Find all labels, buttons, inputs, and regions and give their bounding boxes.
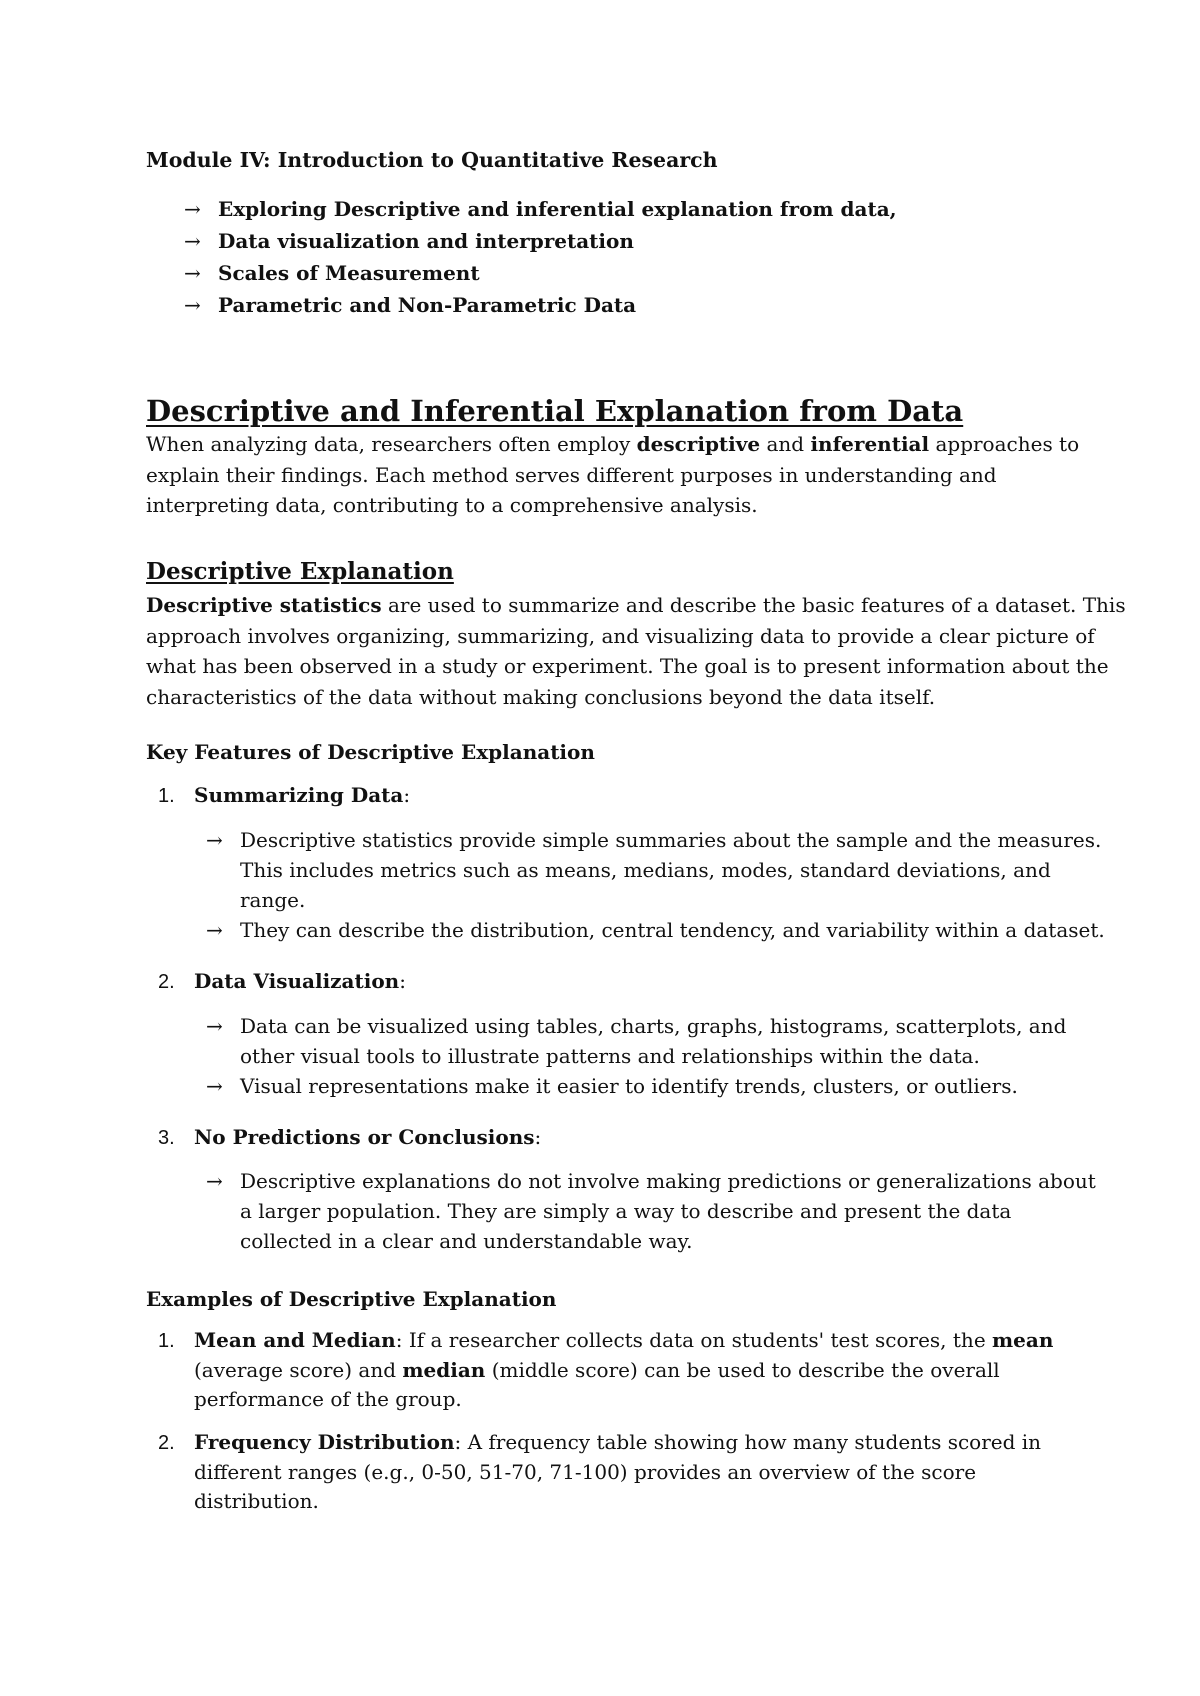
- topic-label: Exploring Descriptive and inferential explanation from data,: [218, 197, 897, 221]
- example-item: [158, 1428, 1041, 1516]
- item-number: 2.: [158, 971, 175, 993]
- module-heading: Module IV: Introduction to Quantitative Research: [146, 148, 718, 172]
- text-line: Descriptive statistics are used to summarize and describe the basic features of a dataset. This: [146, 593, 1126, 617]
- arrow-icon: →: [206, 1169, 223, 1193]
- arrow-icon: →: [206, 918, 223, 942]
- arrow-icon: →: [184, 197, 201, 221]
- item-term: Data Visualization: [194, 969, 400, 993]
- bullet-continuation: other visual tools to illustrate patterns and relationships within the data.: [240, 1044, 980, 1068]
- bullet-list: [206, 1166, 1096, 1256]
- bullet-item: → Descriptive explanations do not involve making predictions or generalizations about: [206, 1166, 1096, 1196]
- text-line: different ranges (e.g., 0-50, 51-70, 71-100) provides an overview of the score: [194, 1460, 977, 1484]
- topic-label: Parametric and Non-Parametric Data: [218, 293, 637, 317]
- bullet-continuation: a larger population. They are simply a way to describe and present the data: [240, 1199, 1012, 1223]
- key-features-heading: Key Features of Descriptive Explanation: [146, 740, 595, 764]
- bullet-continuation: range.: [240, 888, 306, 912]
- bullet-continuation: collected in a clear and understandable way.: [240, 1229, 693, 1253]
- topic-item: [184, 257, 897, 289]
- text-line: 1. Mean and Median: If a researcher collects data on students' test scores, the mean: [158, 1326, 1053, 1356]
- bullet-list: [206, 1011, 1066, 1101]
- text-line: performance of the group.: [194, 1387, 462, 1411]
- topic-label: Data visualization and interpretation: [218, 229, 634, 253]
- topic-item: [184, 225, 897, 257]
- item-number: 3.: [158, 1127, 175, 1149]
- text-line: what has been observed in a study or experiment. The goal is to present information about the: [146, 654, 1109, 679]
- section-title: Descriptive and Inferential Explanation from Data: [146, 394, 964, 428]
- topic-list: [184, 193, 897, 321]
- item-term: Mean and Median: [194, 1328, 396, 1352]
- arrow-icon: →: [184, 293, 201, 317]
- text-line: (average score) and median (middle score) can be used to describe the overall: [194, 1358, 1000, 1382]
- bullet-continuation: This includes metrics such as means, medians, modes, standard deviations, and: [240, 858, 1051, 882]
- arrow-icon: →: [184, 229, 201, 253]
- text-line: 2. Frequency Distribution: A frequency table showing how many students scored in: [158, 1428, 1041, 1458]
- arrow-icon: →: [206, 1074, 223, 1098]
- intro-paragraph: [146, 429, 1079, 521]
- item-term: Frequency Distribution: [194, 1430, 455, 1454]
- text-line: explain their findings. Each method serves different purposes in understanding and: [146, 462, 997, 487]
- bullet-item: → Visual representations make it easier to identify trends, clusters, or outliers.: [206, 1071, 1066, 1101]
- text-line: When analyzing data, researchers often employ descriptive and inferential approaches to: [146, 432, 1080, 456]
- item-term: No Predictions or Conclusions: [194, 1125, 535, 1149]
- text-line: distribution.: [194, 1489, 319, 1513]
- bullet-list: [206, 825, 1105, 945]
- descriptive-paragraph: [146, 590, 1126, 712]
- text-line: characteristics of the data without making conclusions beyond the data itself.: [146, 684, 936, 709]
- topic-item: [184, 289, 897, 321]
- arrow-icon: →: [184, 261, 201, 285]
- item-number: 1.: [158, 785, 175, 807]
- subsection-title: Descriptive Explanation: [146, 558, 454, 585]
- topic-label: Scales of Measurement: [218, 261, 480, 285]
- bullet-item: → Data can be visualized using tables, charts, graphs, histograms, scatterplots, and: [206, 1011, 1066, 1041]
- numbered-item: 3. No Predictions or Conclusions:: [158, 1122, 541, 1153]
- arrow-icon: →: [206, 828, 223, 852]
- numbered-item: 1. Summarizing Data:: [158, 780, 410, 811]
- arrow-icon: →: [206, 1014, 223, 1038]
- text-line: approach involves organizing, summarizing, and visualizing data to provide a clear picture of: [146, 623, 1095, 648]
- item-number: 1.: [158, 1330, 175, 1352]
- text-line: interpreting data, contributing to a comprehensive analysis.: [146, 493, 758, 518]
- bullet-item: → They can describe the distribution, central tendency, and variability within a dataset.: [206, 915, 1105, 945]
- topic-item: [184, 193, 897, 225]
- bullet-item: → Descriptive statistics provide simple summaries about the sample and the measures.: [206, 825, 1105, 855]
- example-item: [158, 1326, 1053, 1414]
- item-number: 2.: [158, 1432, 175, 1454]
- item-term: Summarizing Data: [194, 783, 404, 807]
- numbered-item: 2. Data Visualization:: [158, 966, 406, 997]
- examples-heading: Examples of Descriptive Explanation: [146, 1287, 557, 1311]
